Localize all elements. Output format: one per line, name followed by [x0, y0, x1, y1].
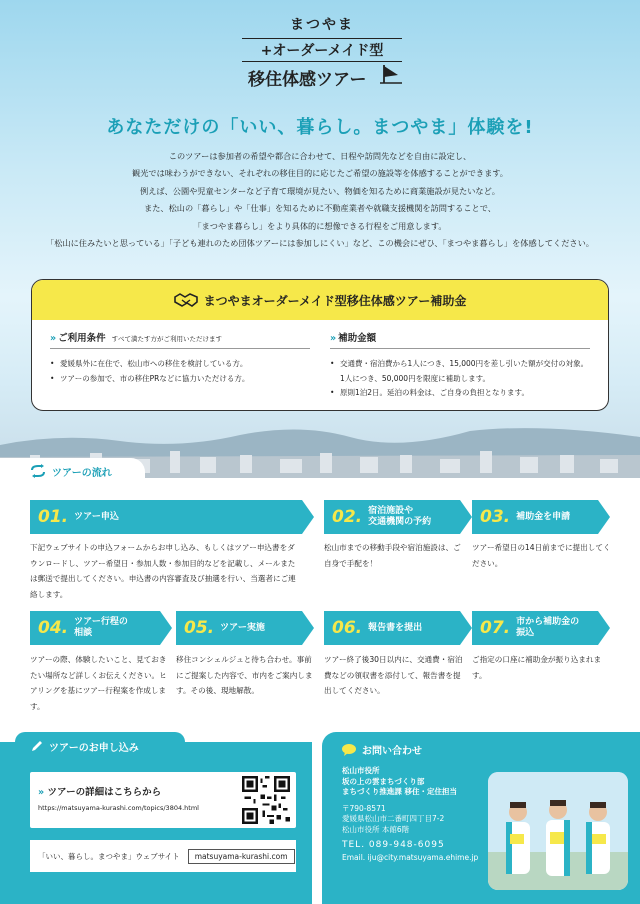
speech-bubble-icon: [342, 744, 356, 756]
subsidy-box: [31, 279, 609, 411]
double-chevron-icon: »: [38, 787, 48, 798]
tour-details-url[interactable]: https://matsuyama-kurashi.com/topics/3804.html: [38, 804, 199, 812]
contact-details: [342, 766, 492, 863]
pencil-icon: [31, 740, 43, 752]
logo-line2: +オーダーメイド型: [242, 38, 402, 62]
intro-line: このツアーは参加者の希望や都合に合わせて、日程や訪問先などを自由に設定し、: [168, 151, 472, 161]
double-chevron-icon: »: [330, 333, 337, 344]
step-05-description: 移住コンシェルジュと待ち合わせ。事前にご提案した内容で、市内をご案内します。その後、現地解散。: [176, 655, 313, 695]
contact-address: 愛媛県松山市二番町四丁目7-2: [342, 814, 445, 823]
step-title: ツアー実施: [220, 622, 265, 633]
amount-item: • 交通費・宿泊費から1人につき、15,000円を差し引いた額が交付の対象。1人につき、50,000円を限度に補助します。: [330, 357, 590, 386]
step-02: [324, 500, 460, 534]
step-06-description: ツアー終了後30日以内に、交通費・宿泊費などの領収書を添付して、報告書を提出してください。: [324, 655, 463, 695]
intro-line: 観光では味わうができない、それぞれの移住目的に応じたご希望の施設等を体感することができます。: [132, 168, 508, 179]
step-number: 05.: [184, 618, 215, 638]
step-number: 01.: [38, 507, 69, 527]
conditions-heading-text: ご利用条件: [58, 333, 106, 344]
contact-phone[interactable]: TEL. 089-948-6095: [342, 840, 445, 850]
condition-item: • ツアーの参加で、市の移住PRなどに協力いただける方。: [50, 372, 310, 387]
step-01-description: 下記ウェブサイトの申込フォームからお申し込み、もしくはツアー申込書をダウンロードし、ツアー希望日・参加人数・参加目的などを記載し、メールまたは郵送で提出してください。申込書の内容審査及び抽選を行い、当選者にご連絡します。: [30, 543, 296, 599]
contact-header: [342, 742, 422, 757]
website-label: 「いい、暮らし。まつやま」ウェブサイト: [38, 851, 180, 861]
flag-icon: [380, 63, 402, 85]
contact-building: 松山市役所 本館6階: [342, 824, 410, 834]
headline: あなただけの「いい、暮らし。まつやま」体験を!: [106, 117, 534, 138]
intro-text: [20, 148, 620, 252]
website-box: [30, 840, 296, 872]
contact-section: [322, 732, 640, 904]
step-number: 04.: [38, 618, 69, 638]
intro-line: また、松山の「暮らし」や「仕事」を知るために不動産業者や就職支援機関を訪問することで、: [144, 203, 496, 214]
conditions-heading: [50, 330, 310, 349]
contact-postal: 〒790-8571: [342, 803, 386, 813]
amount-item: • 原則1泊2日。延泊の料金は、ご自身の負担となります。: [330, 386, 590, 401]
tour-logo: [242, 14, 402, 90]
step-04-description: ツアーの際、体験したいこと、見ておきたい場所など詳しくお伝えください。ヒアリングを基にツアー行程案を作成します。: [30, 655, 167, 711]
step-03: [472, 500, 598, 534]
step-01: [30, 500, 302, 534]
subsidy-title: まつやまオーダーメイド型移住体感ツアー補助金: [203, 293, 467, 308]
handshake-icon: [174, 292, 198, 308]
tour-flow-section: [0, 467, 640, 728]
apply-header: [15, 732, 185, 760]
step-title: 補助金を申請: [516, 511, 571, 522]
condition-item: • 愛媛県外に在住で、松山市への移住を検討している方。: [50, 357, 310, 372]
apply-section: [0, 742, 312, 904]
step-number: 03.: [480, 507, 511, 527]
step-title: 市から補助金の 振込: [516, 617, 580, 638]
step-07-description: ご指定の口座に補助金が振り込まれます。: [472, 655, 602, 680]
contact-title: お問い合わせ: [362, 746, 422, 757]
logo-line3-wrap: [242, 65, 402, 90]
tour-details-link-label: ツアーの詳細はこちらから: [47, 787, 162, 798]
flow-title: ツアーの流れ: [52, 467, 112, 479]
flow-header: [0, 458, 145, 484]
subsidy-header: [32, 280, 608, 320]
amount-heading-text: 補助金額: [338, 333, 377, 344]
staff-photo: [488, 772, 628, 890]
logo-line3: 移住体感ツアー: [248, 70, 367, 90]
tour-details-link-box[interactable]: [30, 772, 296, 828]
step-title: 宿泊施設や 交通機関の予約: [368, 506, 432, 527]
step-title: 報告書を提出: [368, 622, 423, 633]
step-number: 07.: [480, 618, 511, 638]
intro-line: 「まつやま暮らし」をより具体的に想像できる行程をご用意します。: [193, 220, 447, 231]
intro-line: 例えば、公園や児童センターなど子育て環境が見たい、物価を知るために商業施設が見たいなど。: [140, 185, 500, 196]
logo-line1: まつやま: [290, 17, 354, 33]
contact-org: 松山市役所: [342, 766, 380, 775]
step-05: [176, 611, 302, 645]
step-title: ツアー行程の 相談: [74, 617, 128, 638]
amount-column: [330, 330, 590, 401]
step-03-description: ツアー希望日の14日前までに提出してください。: [472, 543, 611, 568]
amount-heading: [330, 330, 590, 349]
double-chevron-icon: »: [50, 333, 57, 344]
contact-email[interactable]: Email. iju@city.matsuyama.ehime.jp: [342, 852, 479, 862]
contact-dept: 坂の上の雲まちづくり部: [342, 776, 425, 786]
qr-code-icon[interactable]: [242, 776, 290, 824]
step-07: [472, 611, 598, 645]
step-02-description: 松山市までの移動手段や宿泊施設は、ご自身で手配を！: [324, 543, 461, 568]
contact-section-name: まちづくり推進課 移住・定住担当: [342, 787, 458, 796]
step-title: ツアー申込: [74, 511, 119, 522]
apply-title: ツアーのお申し込み: [49, 742, 139, 754]
step-06: [324, 611, 460, 645]
cycle-arrows-icon: [30, 464, 46, 478]
conditions-note: すべて満たす方がご利用いただけます: [111, 335, 223, 343]
step-number: 02.: [332, 507, 363, 527]
step-04: [30, 611, 160, 645]
conditions-column: [50, 330, 310, 401]
intro-line: 「松山に住みたいと思っている」「子ども連れのため団体ツアーには参加しにくい」など、この機会にぜひ、「まつやま暮らし」を体感してください。: [46, 238, 594, 249]
website-button[interactable]: matsuyama-kurashi.com: [188, 849, 295, 864]
step-number: 06.: [332, 618, 363, 638]
tour-details-link[interactable]: [38, 784, 161, 798]
